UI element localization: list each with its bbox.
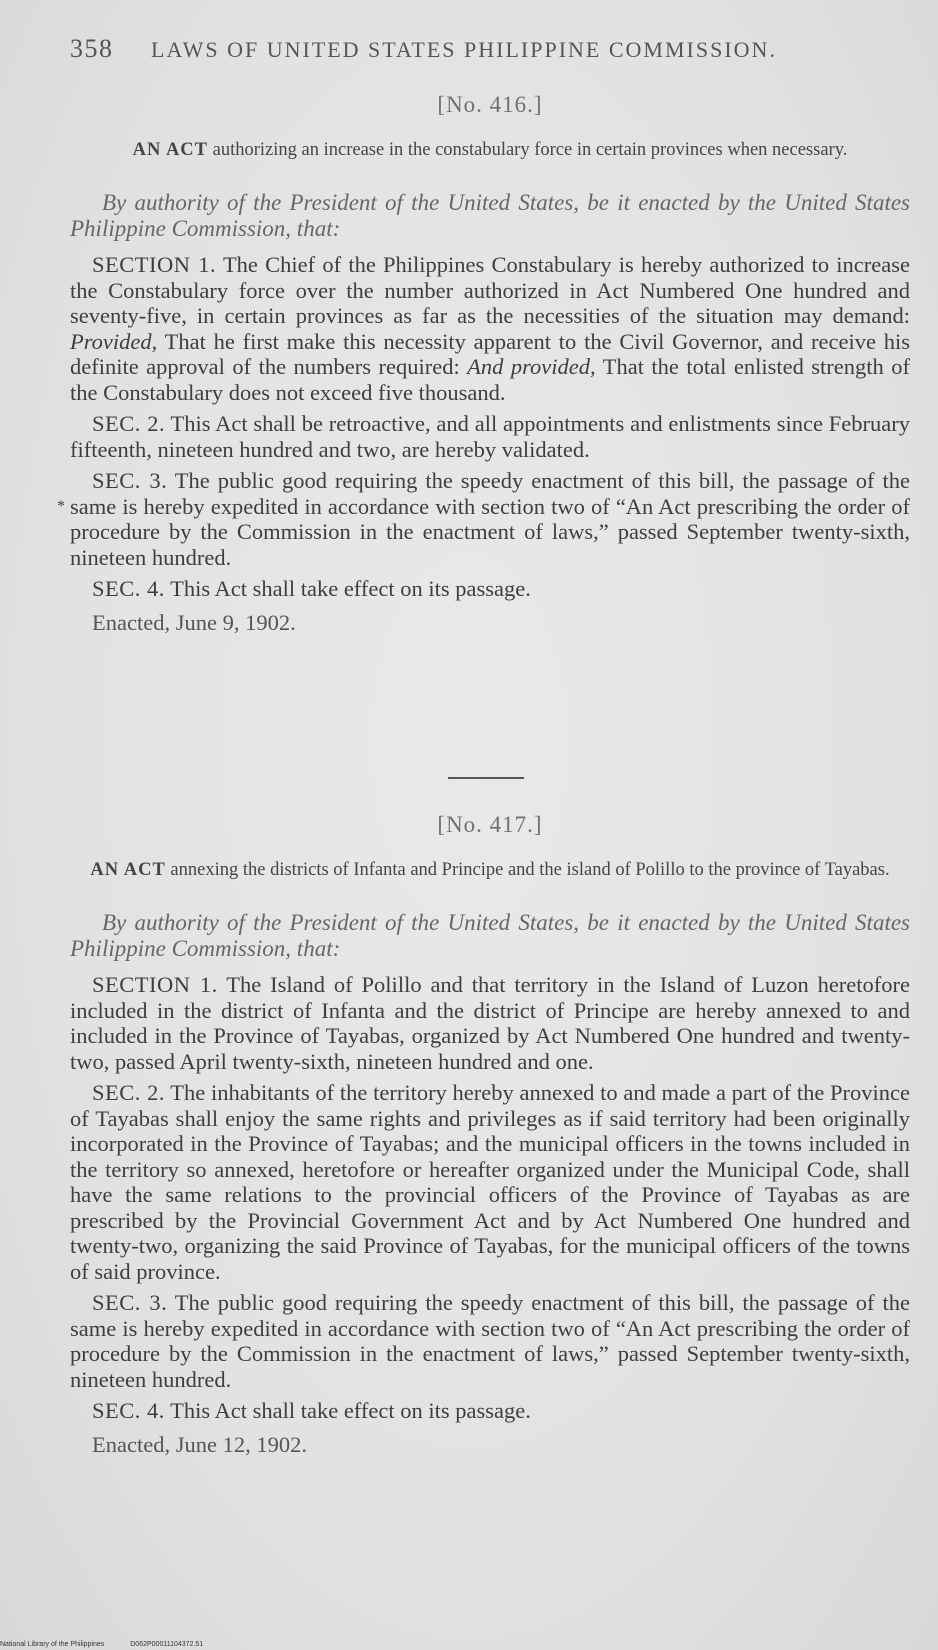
scan-footer: [0, 1641, 227, 1648]
act-title-text: authorizing an increase in the constabulary force in certain provinces when necessary.: [212, 140, 848, 160]
section-text: This Act shall take effect on its passage.: [170, 1398, 531, 1423]
section-2: [70, 1080, 910, 1284]
proviso-label: And provided,: [467, 354, 596, 379]
section-text: The Island of Polillo and that territory in the Island of Luzon heretofore included in the district of Infanta and the district of Principe are hereby annexed to and included in the Province of Tayabas, organized by Act Numbered One hundred and twenty-two, passed April twenty-sixth, nineteen hundred and one.: [70, 972, 911, 1074]
act-number: [No. 417.]: [437, 812, 543, 837]
footer-code: D062P00011104372.51: [130, 1641, 204, 1648]
enacted-date: Enacted, June 12, 1902.: [92, 1431, 307, 1457]
section-text: The public good requiring the speedy enactment of this bill, the passage of the same is hereby expedited in accordance with section two of “An Act prescribing the order of procedure by the Commission in the enactment of laws,” passed September twenty-sixth, nineteen hundred.: [70, 468, 911, 570]
act-title-text: annexing the districts of Infanta and Principe and the island of Polillo to the province of Tayabas.: [170, 860, 890, 880]
section-4: [70, 1398, 910, 1424]
section-text: This Act shall be retroactive, and all appointments and enlistments since February fifteenth, nineteen hundred and two, are hereby validated.: [70, 411, 911, 462]
act-title-lead: AN ACT: [90, 860, 166, 880]
section-3: [70, 1290, 910, 1392]
section-3: [70, 468, 910, 570]
section-label: SEC. 3.: [92, 468, 168, 493]
section-text: The inhabitants of the territory hereby annexed to and made a part of the Province of Tayabas shall enjoy the same rights and privileges as if said territory had been originally incorporated in the Province of Tayabas; and the municipal officers in the towns included in the territory so annexed, heretofore or hereafter organized under the Municipal Code, shall have the same relations to the provincial officers of the Province of Tayabas as are prescribed by the Provincial Government Act and by Act Numbered One hundred and twenty-two, organizing the said Province of Tayabas, for the municipal officers of the towns of said province.: [70, 1080, 911, 1284]
act-417: [70, 812, 910, 1458]
section-text: That the total enlisted strength of the Constabulary does not exceed five thousand.: [70, 354, 910, 405]
section-label: SEC. 2.: [92, 1080, 165, 1105]
section-label: SEC. 3.: [92, 1290, 168, 1315]
section-divider: [448, 777, 524, 779]
section-label: SEC. 2.: [92, 411, 166, 436]
section-1: [70, 252, 910, 405]
section-text: This Act shall take effect on its passage.: [170, 576, 531, 601]
section-1: [70, 972, 910, 1074]
enacting-clause: By authority of the President of the United States, be it enacted by the United States Philippine Commission, that:: [70, 910, 910, 961]
section-label: SEC. 4.: [92, 576, 165, 601]
page-number: 358: [70, 34, 114, 63]
running-header: [70, 34, 910, 64]
act-title: [70, 860, 910, 880]
footer-source: National Library of the Philippines: [0, 1641, 105, 1648]
act-number: [No. 416.]: [437, 92, 543, 117]
act-title-lead: AN ACT: [132, 140, 209, 160]
section-label: SECTION 1.: [92, 972, 218, 997]
section-text: That he first make this necessity apparent to the Civil Governor, and receive his definite approval of the numbers required:: [70, 328, 910, 379]
section-text: The Chief of the Philippines Constabulary is hereby authorized to increase the Constabulary force over the number authorized in Act Numbered One hundred and seventy-five, in certain provinces as far as the necessities of the situation may demand:: [70, 252, 911, 328]
margin-mark: *: [57, 498, 65, 515]
section-4: [70, 576, 910, 602]
enacting-clause: By authority of the President of the United States, be it enacted by the United States Philippine Commission, that:: [70, 190, 910, 241]
act-title: [70, 140, 910, 160]
running-title: LAWS OF UNITED STATES PHILIPPINE COMMISSION.: [151, 37, 777, 62]
section-text: The public good requiring the speedy enactment of this bill, the passage of the same is hereby expedited in accordance with section two of “An Act prescribing the order of procedure by the Commission in the enactment of laws,” passed September twenty-sixth, nineteen hundred.: [70, 1290, 911, 1392]
section-label: SECTION 1.: [92, 252, 217, 277]
section-label: SEC. 4.: [92, 1398, 165, 1423]
proviso-label: Provided,: [70, 328, 158, 354]
enacted-date: Enacted, June 9, 1902.: [92, 609, 296, 635]
act-416: [70, 92, 910, 636]
section-2: [70, 411, 910, 462]
